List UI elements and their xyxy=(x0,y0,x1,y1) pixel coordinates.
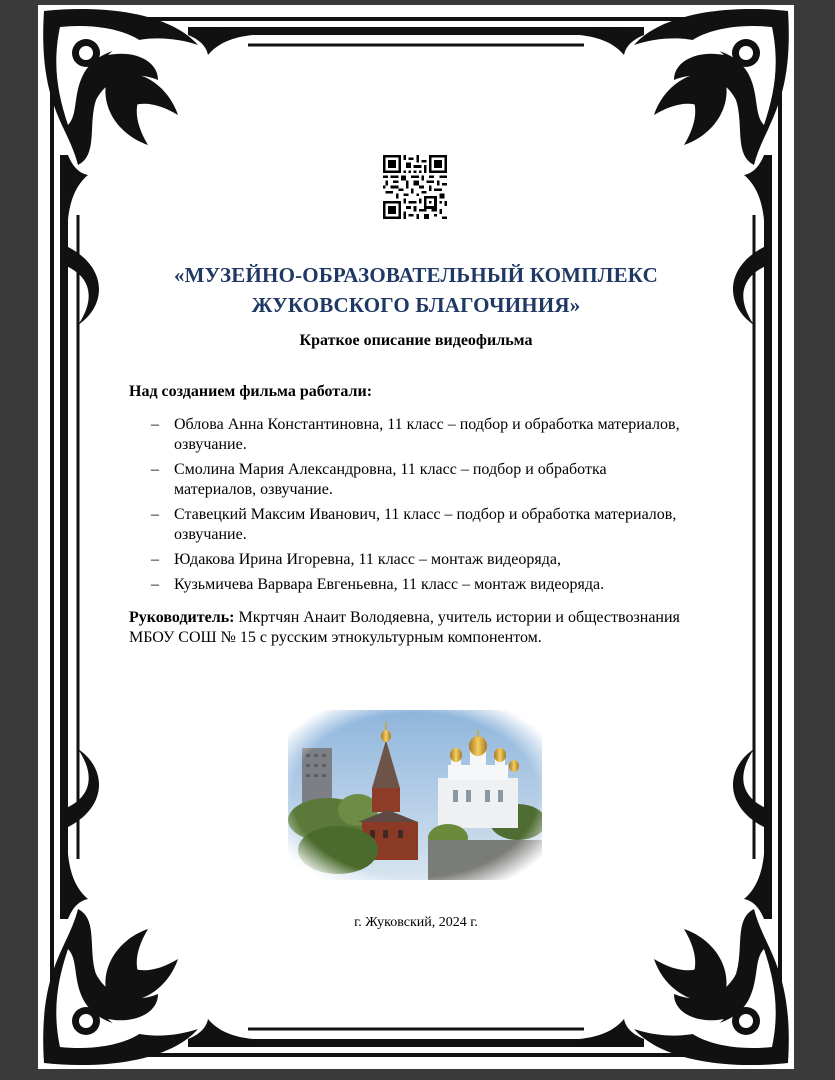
team-heading: Над созданием фильма работали: xyxy=(129,383,373,400)
document-subtitle: Краткое описание видеофильма xyxy=(299,332,533,349)
title-line-2: ЖУКОВСКОГО БЛАГОЧИНИЯ» xyxy=(251,293,581,317)
list-item xyxy=(129,460,689,500)
document-title xyxy=(98,260,734,320)
list-item xyxy=(129,415,689,455)
list-dash: – xyxy=(151,576,159,593)
team-list xyxy=(129,415,689,600)
list-item xyxy=(129,505,689,545)
qr-code-icon xyxy=(383,155,447,219)
team-member: Смолина Мария Александровна, 11 класс – подбор и обработка материалов, озвучание. xyxy=(174,461,607,498)
list-dash: – xyxy=(151,461,159,478)
leader-label: Руководитель: xyxy=(129,609,235,626)
team-member: Облова Анна Константиновна, 11 класс – подбор и обработка материалов, озвучание. xyxy=(174,416,680,453)
document-page xyxy=(38,5,794,1069)
cathedral-photo xyxy=(288,710,542,880)
list-dash: – xyxy=(151,506,159,523)
list-item xyxy=(129,550,689,570)
team-member: Кузьмичева Варвара Евгеньевна, 11 класс – монтаж видеоряда. xyxy=(174,576,605,593)
list-item xyxy=(129,575,689,595)
leader-text: Мкртчян Анаит Володяевна, учитель истории и обществознания МБОУ СОШ № 15 с русским этнокультурным компонентом. xyxy=(129,609,680,646)
title-line-1: «МУЗЕЙНО-ОБРАЗОВАТЕЛЬНЫЙ КОМПЛЕКС xyxy=(173,263,659,287)
team-member: Юдакова Ирина Игоревна, 11 класс – монтаж видеоряда, xyxy=(174,551,561,568)
team-member: Ставецкий Максим Иванович, 11 класс – подбор и обработка материалов, озвучание. xyxy=(174,506,677,543)
leader-paragraph xyxy=(129,608,689,648)
document-footer: г. Жуковский, 2024 г. xyxy=(354,915,478,930)
list-dash: – xyxy=(151,416,159,433)
list-dash: – xyxy=(151,551,159,568)
